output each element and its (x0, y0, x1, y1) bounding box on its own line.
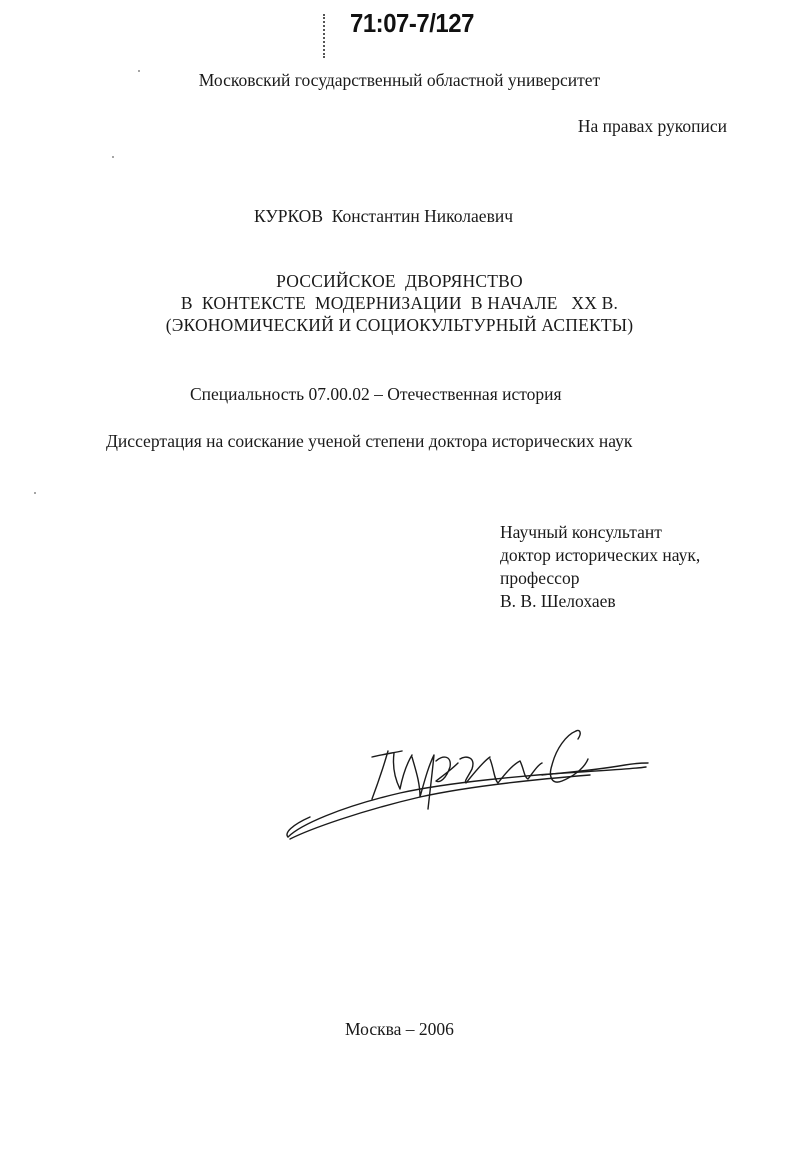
advisor-line: В. В. Шелохаев (500, 591, 616, 611)
degree-line: Диссертация на соискание ученой степени доктора исторических наук (106, 431, 633, 451)
signature-icon (280, 725, 650, 850)
scan-speck (138, 70, 140, 72)
title-line: РОССИЙСКОЕ ДВОРЯНСТВО (276, 271, 523, 291)
title-line: В КОНТЕКСТЕ МОДЕРНИЗАЦИИ В НАЧАЛЕ XX В. (180, 293, 619, 313)
scan-speck (112, 156, 114, 158)
rights-note: На правах рукописи (577, 116, 727, 136)
scientific-advisor (500, 521, 700, 613)
advisor-line: профессор (500, 568, 580, 588)
title-line: (ЭКОНОМИЧЕСКИЙ И СОЦИОКУЛЬТУРНЫЙ АСПЕКТЫ) (165, 315, 634, 335)
dissertation-title (0, 270, 799, 336)
archive-stamp: 71:07-7/127 (350, 8, 474, 38)
specialty-line: Специальность 07.00.02 – Отечественная история (190, 384, 562, 404)
pen-mark (323, 14, 327, 58)
advisor-line: доктор исторических наук, (500, 545, 701, 565)
scan-speck (34, 492, 36, 494)
city-year: Москва – 2006 (345, 1019, 454, 1039)
institution-name: Московский государственный областной университет (198, 70, 601, 90)
author-name: КУРКОВ Константин Николаевич (254, 206, 514, 226)
advisor-line: Научный консультант (500, 522, 662, 542)
